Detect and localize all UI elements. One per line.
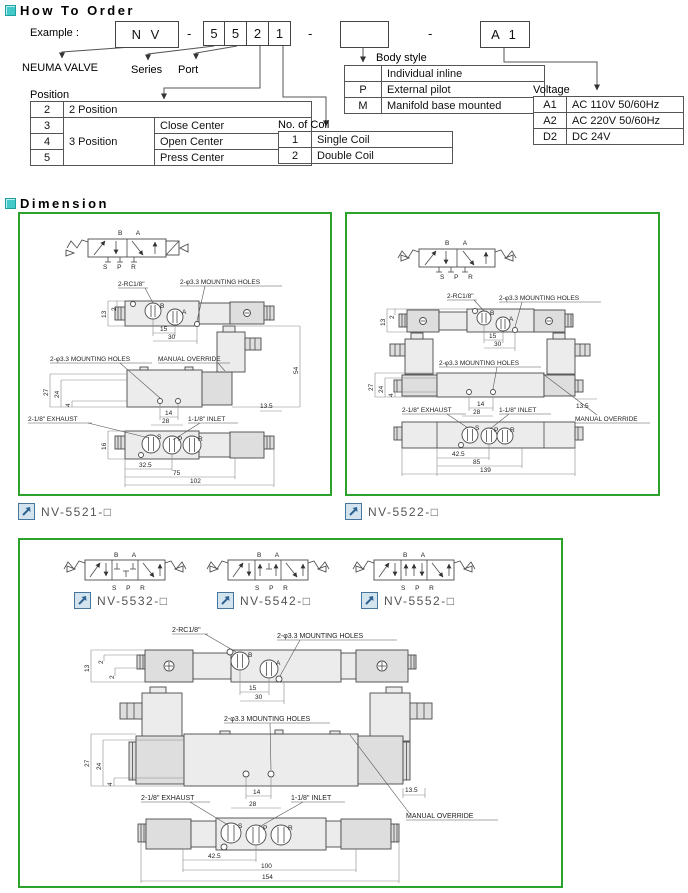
coil-value: Single Coil [312, 132, 453, 148]
body-style-table-title: Body style [376, 52, 427, 64]
dim-2b: 2 [109, 675, 116, 679]
dim-27: 27 [43, 388, 50, 396]
port-p-label: P [494, 427, 499, 434]
voltage-key: D2 [534, 129, 567, 145]
dim-2: 2 [98, 660, 105, 664]
label-rc18: 2-RC1/8" [118, 281, 145, 288]
dim-32-5: 32.5 [139, 462, 152, 469]
port-p-label: P [263, 825, 268, 832]
dash-2: - [308, 26, 313, 41]
link-arrow-icon [74, 592, 91, 609]
port-a-label: A [182, 309, 187, 316]
dim-28: 28 [473, 409, 481, 416]
label-manual-override: MANUAL OVERRIDE [575, 416, 638, 423]
dim-28: 28 [162, 418, 170, 425]
port-s-label: S [157, 434, 162, 441]
body-style-key: P [345, 82, 382, 98]
digit-cell-4: 1 [269, 21, 291, 46]
body-style-value: Manifold base mounted [382, 98, 545, 114]
dim-28: 28 [249, 801, 257, 808]
dim-30: 30 [494, 341, 502, 348]
symbol-port-bottom-label: S P R [440, 274, 477, 281]
top-view [84, 627, 416, 704]
model-label: NV-5522-□ [368, 504, 440, 519]
port-a-label: A [276, 660, 281, 667]
voltage-value: AC 220V 50/60Hz [567, 113, 684, 129]
position-key: 4 [31, 134, 64, 150]
callout-series: Series [131, 64, 163, 76]
symbol-port-bottom-label: S P R [112, 585, 149, 592]
callout-port: Port [178, 64, 199, 76]
valve-symbol-5532 [64, 552, 186, 592]
dim-27: 27 [368, 383, 375, 391]
code-box-suffix: A 1 [480, 21, 530, 48]
code-digit-cells [203, 21, 291, 46]
dim-24: 24 [54, 390, 61, 398]
dimension-box-553x [18, 538, 563, 888]
label-mounting-holes: 2-φ3.3 MOUNTING HOLES [499, 295, 580, 302]
dim-2: 2 [111, 307, 118, 311]
bottom-view [28, 404, 274, 487]
top-view [101, 279, 282, 344]
dim-85: 85 [473, 459, 481, 466]
how-to-order-title: How To Order [20, 3, 135, 18]
voltage-table-title: Voltage [533, 84, 570, 96]
label-rc18: 2-RC1/8" [172, 627, 201, 634]
model-link-5552[interactable] [361, 592, 455, 609]
digit-cell-3: 2 [247, 21, 269, 46]
symbol-port-bottom-label: S P R [401, 585, 438, 592]
symbol-port-top-label: B A [257, 552, 286, 559]
link-arrow-icon [217, 592, 234, 609]
position-table-title: Position [30, 89, 70, 101]
label-inlet: 1-1/8" INLET [291, 795, 332, 802]
label-exhaust: 2-1/8" EXHAUST [402, 407, 452, 414]
label-mounting-holes: 2-φ3.3 MOUNTING HOLES [180, 279, 261, 286]
example-label: Example : [30, 27, 79, 39]
dim-42-5: 42.5 [208, 853, 221, 860]
label-mounting-holes: 2-φ3.3 MOUNTING HOLES [277, 633, 364, 640]
dim-24: 24 [378, 385, 385, 393]
port-r-label: R [288, 825, 293, 832]
dim-24: 24 [96, 762, 103, 770]
dim-154: 154 [262, 874, 273, 881]
label-mounting-holes-2: 2-φ3.3 MOUNTING HOLES [224, 716, 311, 723]
code-box-prefix: N V [115, 21, 179, 48]
port-p-label: P [178, 436, 183, 443]
dim-14: 14 [253, 789, 261, 796]
dash-3: - [428, 26, 433, 41]
voltage-table [533, 96, 684, 145]
label-inlet: 1-1/8" INLET [188, 416, 226, 423]
voltage-key: A1 [534, 97, 567, 113]
body-style-table [344, 65, 545, 114]
label-mounting-holes-2: 2-φ3.3 MOUNTING HOLES [50, 356, 131, 363]
dim-4: 4 [107, 782, 114, 786]
label-exhaust: 2-1/8" EXHAUST [141, 795, 195, 802]
coil-key: 1 [279, 132, 312, 148]
bottom-view [138, 778, 399, 883]
callout-neuma-valve: NEUMA VALVE [22, 62, 99, 74]
dim-75: 75 [173, 470, 181, 477]
dim-4: 4 [65, 403, 72, 407]
dim-13-5: 13.5 [576, 403, 589, 410]
model-label: NV-5532-□ [97, 593, 169, 608]
model-label: NV-5521-□ [41, 504, 113, 519]
dim-100: 100 [261, 863, 272, 870]
dimension-title: Dimension [20, 196, 109, 211]
body-style-key [345, 66, 382, 82]
body-style-value: Individual inline [382, 66, 545, 82]
dim-42-5: 42.5 [452, 451, 465, 458]
dim-13: 13 [101, 310, 108, 318]
dim-13: 13 [380, 318, 387, 326]
drawing-5522 [347, 214, 658, 494]
digit-cell-1: 5 [203, 21, 225, 46]
voltage-key: A2 [534, 113, 567, 129]
code-box-blank [340, 21, 389, 48]
label-manual-override: MANUAL OVERRIDE [158, 356, 221, 363]
port-b-label: B [248, 652, 253, 659]
label-mounting-holes-2: 2-φ3.3 MOUNTING HOLES [439, 360, 520, 367]
valve-symbol-5542 [207, 552, 329, 592]
drawing-5521 [20, 214, 330, 494]
port-a-label: A [509, 316, 514, 323]
label-inlet: 1-1/8" INLET [499, 407, 537, 414]
dim-14: 14 [165, 410, 173, 417]
dimension-box-5521 [18, 212, 332, 496]
dim-15: 15 [249, 685, 257, 692]
label-manual-override: MANUAL OVERRIDE [406, 813, 474, 820]
dim-30: 30 [255, 694, 263, 701]
symbol-port-bottom-label: S P R [255, 585, 292, 592]
body-style-value: External pilot [382, 82, 545, 98]
symbol-port-top-label: B A [114, 552, 143, 559]
dim-15: 15 [160, 326, 168, 333]
bottom-view [394, 396, 583, 476]
port-s-label: S [238, 823, 243, 830]
coil-table-title: No. of Coil [278, 119, 330, 131]
symbol-port-bottom-label: S P R [103, 264, 140, 271]
position-table [30, 101, 312, 166]
label-rc18: 2-RC1/8" [447, 293, 474, 300]
dim-2: 2 [389, 315, 396, 319]
position-value: 2 Position [64, 102, 312, 118]
link-arrow-icon [345, 503, 362, 520]
position-key: 5 [31, 150, 64, 166]
digit-cell-2: 5 [225, 21, 247, 46]
symbol-port-top-label: B A [445, 240, 474, 247]
model-link-5521[interactable] [18, 503, 112, 520]
valve-symbol [66, 230, 188, 271]
position-value: Open Center [155, 134, 312, 150]
port-r-label: R [510, 427, 515, 434]
voltage-value: AC 110V 50/60Hz [567, 97, 684, 113]
label-exhaust: 2-1/8" EXHAUST [28, 416, 78, 423]
body-style-key: M [345, 98, 382, 114]
port-b-label: B [160, 303, 165, 310]
symbol-port-top-label: B A [403, 552, 432, 559]
coil-value: Double Coil [312, 148, 453, 164]
model-link-5522[interactable] [345, 503, 439, 520]
dash-1: - [187, 26, 192, 41]
coil-key: 2 [279, 148, 312, 164]
dim-4: 4 [388, 393, 395, 397]
valve-symbol [398, 240, 516, 281]
dim-27: 27 [84, 759, 91, 767]
valve-symbol-5552 [353, 552, 475, 592]
link-arrow-icon [18, 503, 35, 520]
dim-54: 54 [293, 366, 300, 374]
dim-30: 30 [168, 334, 176, 341]
position-key: 3 [31, 118, 64, 134]
dim-139: 139 [480, 467, 491, 474]
dim-16: 16 [101, 442, 108, 450]
position-key: 2 [31, 102, 64, 118]
dim-13: 13 [84, 664, 91, 672]
dim-13-5: 13.5 [260, 403, 273, 410]
dim-14: 14 [477, 401, 485, 408]
model-label: NV-5542-□ [240, 593, 312, 608]
port-r-label: R [198, 436, 203, 443]
section-bullet-icon [5, 198, 16, 209]
coil-table [278, 131, 453, 164]
dim-15: 15 [489, 333, 497, 340]
dim-13-5: 13.5 [405, 787, 418, 794]
model-link-5532[interactable] [74, 592, 168, 609]
port-b-label: B [490, 310, 495, 317]
dimension-box-5522 [345, 212, 660, 496]
model-label: NV-5552-□ [384, 593, 456, 608]
position-value: Press Center [155, 150, 312, 166]
model-link-5542[interactable] [217, 592, 311, 609]
voltage-value: DC 24V [567, 129, 684, 145]
symbol-port-top-label: B A [118, 230, 147, 237]
position-group: 3 Position [64, 118, 155, 166]
position-value: Close Center [155, 118, 312, 134]
dimension-header [5, 196, 109, 211]
port-s-label: S [475, 425, 480, 432]
dim-102: 102 [190, 478, 201, 485]
link-arrow-icon [361, 592, 378, 609]
